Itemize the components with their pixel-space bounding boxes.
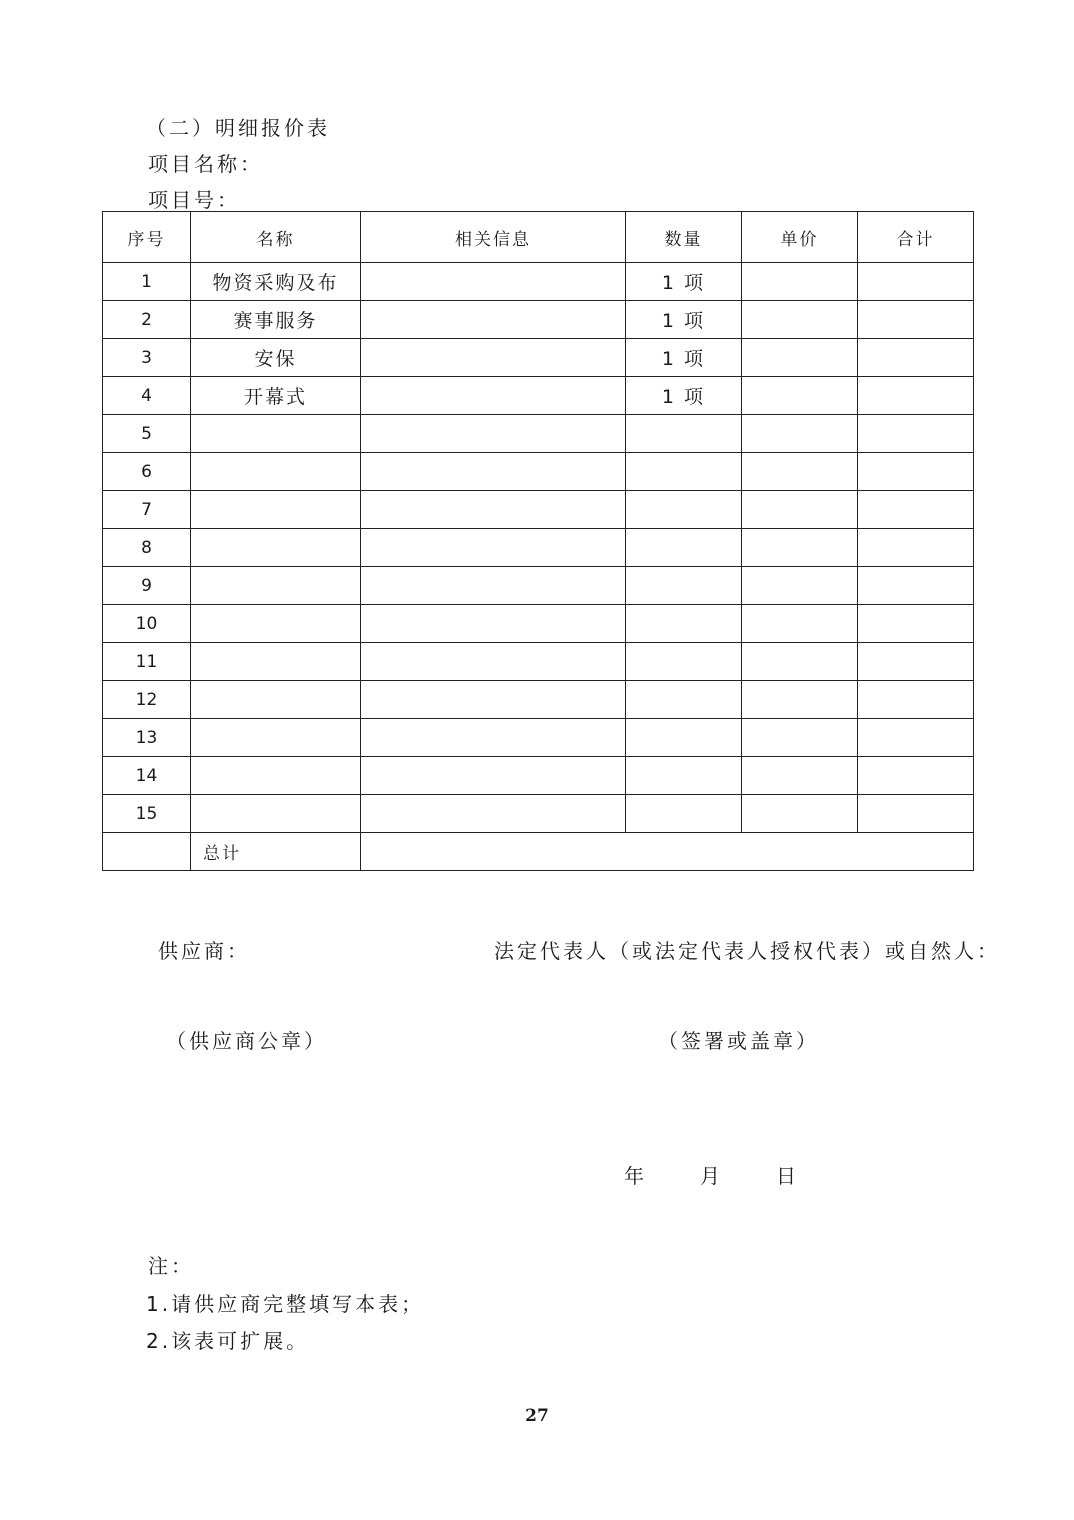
subtotal-cell[interactable] <box>858 263 974 301</box>
unit-price-cell[interactable] <box>742 377 858 415</box>
subtotal-cell[interactable] <box>858 453 974 491</box>
table-row <box>103 529 974 567</box>
supplier-seal-label: （供应商公章） <box>166 1029 327 1053</box>
info-cell[interactable] <box>361 529 626 567</box>
info-cell[interactable] <box>361 263 626 301</box>
quantity-cell[interactable] <box>626 795 742 833</box>
date-month: 月 <box>700 1164 723 1188</box>
legal-representative-label: 法定代表人（或法定代表人授权代表）或自然人： <box>494 939 1000 963</box>
quantity-cell[interactable]: 1 项 <box>626 339 742 377</box>
table-row <box>103 415 974 453</box>
info-cell[interactable] <box>361 453 626 491</box>
name-cell[interactable]: 赛事服务 <box>191 301 361 339</box>
subtotal-cell[interactable] <box>858 339 974 377</box>
seq-cell: 10 <box>103 605 191 643</box>
unit-price-cell[interactable] <box>742 453 858 491</box>
unit-price-cell[interactable] <box>742 529 858 567</box>
header-seq: 序号 <box>103 212 191 263</box>
seq-cell: 3 <box>103 339 191 377</box>
quantity-cell[interactable] <box>626 757 742 795</box>
info-cell[interactable] <box>361 605 626 643</box>
info-cell[interactable] <box>361 643 626 681</box>
unit-price-cell[interactable] <box>742 339 858 377</box>
name-cell[interactable]: 安保 <box>191 339 361 377</box>
seq-cell: 5 <box>103 415 191 453</box>
quantity-cell[interactable] <box>626 491 742 529</box>
subtotal-cell[interactable] <box>858 491 974 529</box>
subtotal-cell[interactable] <box>858 643 974 681</box>
info-cell[interactable] <box>361 377 626 415</box>
unit-price-cell[interactable] <box>742 643 858 681</box>
seq-cell: 13 <box>103 719 191 757</box>
table-row <box>103 491 974 529</box>
name-cell[interactable] <box>191 643 361 681</box>
quantity-cell[interactable]: 1 项 <box>626 263 742 301</box>
quantity-cell[interactable] <box>626 567 742 605</box>
table-row <box>103 605 974 643</box>
seq-cell: 4 <box>103 377 191 415</box>
name-cell[interactable] <box>191 757 361 795</box>
seq-cell: 8 <box>103 529 191 567</box>
table-row <box>103 719 974 757</box>
table-row <box>103 263 974 301</box>
subtotal-cell[interactable] <box>858 757 974 795</box>
info-cell[interactable] <box>361 795 626 833</box>
price-detail-table <box>102 211 974 871</box>
info-cell[interactable] <box>361 339 626 377</box>
quantity-cell[interactable]: 1 项 <box>626 377 742 415</box>
quantity-cell[interactable] <box>626 643 742 681</box>
name-cell[interactable]: 开幕式 <box>191 377 361 415</box>
unit-price-cell[interactable] <box>742 263 858 301</box>
quantity-cell[interactable]: 1 项 <box>626 301 742 339</box>
subtotal-cell[interactable] <box>858 795 974 833</box>
total-label: 总计 <box>191 833 361 871</box>
seq-cell: 14 <box>103 757 191 795</box>
supplier-label: 供应商： <box>158 939 250 963</box>
seq-cell: 6 <box>103 453 191 491</box>
name-cell[interactable] <box>191 567 361 605</box>
seq-cell: 15 <box>103 795 191 833</box>
header-name: 名称 <box>191 212 361 263</box>
quantity-cell[interactable] <box>626 605 742 643</box>
table-row <box>103 643 974 681</box>
name-cell[interactable]: 物资采购及布 <box>191 263 361 301</box>
seq-cell: 9 <box>103 567 191 605</box>
section-heading: （二）明细报价表 <box>146 116 330 140</box>
table-row <box>103 301 974 339</box>
table-row <box>103 377 974 415</box>
name-cell[interactable] <box>191 453 361 491</box>
unit-price-cell[interactable] <box>742 681 858 719</box>
page-number: 27 <box>525 1406 549 1426</box>
name-cell[interactable] <box>191 491 361 529</box>
total-seq-cell <box>103 833 191 871</box>
name-cell[interactable] <box>191 719 361 757</box>
unit-price-cell[interactable] <box>742 605 858 643</box>
seq-cell: 1 <box>103 263 191 301</box>
total-value-cell[interactable] <box>361 833 974 871</box>
name-cell[interactable] <box>191 681 361 719</box>
quantity-cell[interactable] <box>626 415 742 453</box>
subtotal-cell[interactable] <box>858 415 974 453</box>
subtotal-cell[interactable] <box>858 681 974 719</box>
table-row <box>103 757 974 795</box>
unit-price-cell[interactable] <box>742 491 858 529</box>
total-row <box>103 833 974 871</box>
info-cell[interactable] <box>361 415 626 453</box>
table-row <box>103 567 974 605</box>
note-item-1: 1.请供应商完整填写本表； <box>146 1292 425 1316</box>
unit-price-cell[interactable] <box>742 795 858 833</box>
header-unit-price: 单价 <box>742 212 858 263</box>
date-day: 日 <box>776 1164 799 1188</box>
info-cell[interactable] <box>361 719 626 757</box>
table-header-row <box>103 212 974 263</box>
seq-cell: 2 <box>103 301 191 339</box>
subtotal-cell[interactable] <box>858 567 974 605</box>
quantity-cell[interactable] <box>626 529 742 567</box>
quantity-cell[interactable] <box>626 453 742 491</box>
header-info: 相关信息 <box>361 212 626 263</box>
quantity-cell[interactable] <box>626 681 742 719</box>
table-row <box>103 453 974 491</box>
subtotal-cell[interactable] <box>858 605 974 643</box>
subtotal-cell[interactable] <box>858 529 974 567</box>
header-subtotal: 合计 <box>858 212 974 263</box>
unit-price-cell[interactable] <box>742 567 858 605</box>
seq-cell: 12 <box>103 681 191 719</box>
notes-title: 注： <box>148 1254 194 1278</box>
unit-price-cell[interactable] <box>742 415 858 453</box>
note-item-2: 2.该表可扩展。 <box>146 1329 310 1353</box>
subtotal-cell[interactable] <box>858 719 974 757</box>
name-cell[interactable] <box>191 605 361 643</box>
table-row <box>103 339 974 377</box>
unit-price-cell[interactable] <box>742 301 858 339</box>
info-cell[interactable] <box>361 491 626 529</box>
info-cell[interactable] <box>361 301 626 339</box>
signature-seal-label: （签署或盖章） <box>658 1029 819 1053</box>
table-row <box>103 795 974 833</box>
name-cell[interactable] <box>191 795 361 833</box>
table-row <box>103 681 974 719</box>
quantity-cell[interactable] <box>626 719 742 757</box>
header-quantity: 数量 <box>626 212 742 263</box>
info-cell[interactable] <box>361 681 626 719</box>
project-name-label: 项目名称： <box>148 152 263 176</box>
date-year: 年 <box>624 1164 647 1188</box>
name-cell[interactable] <box>191 529 361 567</box>
name-cell[interactable] <box>191 415 361 453</box>
unit-price-cell[interactable] <box>742 757 858 795</box>
seq-cell: 11 <box>103 643 191 681</box>
project-number-label: 项目号： <box>148 188 240 212</box>
info-cell[interactable] <box>361 567 626 605</box>
seq-cell: 7 <box>103 491 191 529</box>
subtotal-cell[interactable] <box>858 377 974 415</box>
unit-price-cell[interactable] <box>742 719 858 757</box>
subtotal-cell[interactable] <box>858 301 974 339</box>
info-cell[interactable] <box>361 757 626 795</box>
